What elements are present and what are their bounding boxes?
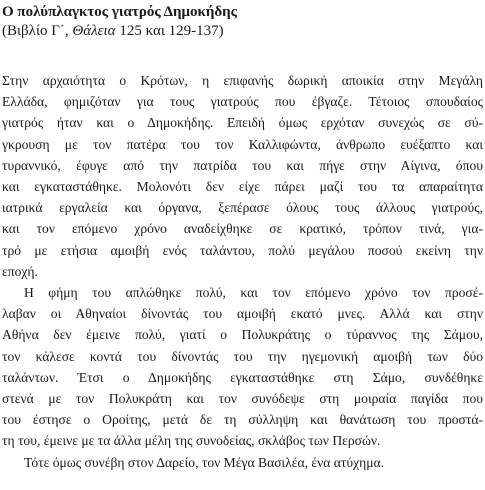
text-line: τρό με ετήσια αμοιβή ενός ταλάντου, πολύ μεγάλου ποσού εκείνη την xyxy=(2,242,483,258)
text-line: και τον επόμενο χρόνο αναδείχθηκε σε κρατικό, τρόπον τινά, για- xyxy=(2,221,483,237)
text-line: λαβαν οι Αθηναίοι δίνοντάς του αμοιβή εκατό μνες. Αλλά και στην xyxy=(2,306,483,322)
source-reference xyxy=(2,22,483,41)
text-line: του έστησε ο Οροίτης, μετά δε τη σύλληψη και θανάτωση του προστά- xyxy=(2,412,483,428)
text-line: Η φήμη του απλώθηκε πολύ, και τον επόμενο χρόνο τον προσέ- xyxy=(24,285,483,301)
text-line: ταλάντων. Έτσι ο Δημοκήδης εγκαταστάθηκε στη Σάμο, συνδέθηκε xyxy=(2,369,483,385)
text-line: Ελλάδα, φημιζόταν για τους γιατρούς που έβγαζε. Τέτοιος σπουδαίος xyxy=(2,94,483,110)
text-line: γκρουση με τον πατέρα του τον Καλλιφώντα, άνθρωπο ευέξαπτο και xyxy=(2,136,483,152)
document-title: Ο πολύπλαγκτος γιατρός Δημοκήδης xyxy=(2,4,238,20)
text-line: τυραννικό, έφυγε από την πατρίδα του και πήγε στην Αίγινα, όπου xyxy=(2,157,483,173)
text-line: γιατρός ήταν και ο Δημοκήδης. Επειδή όμως ερχόταν συνεχώς σε σύ- xyxy=(2,115,483,131)
paragraph-3 xyxy=(2,452,483,473)
text-line: Αθήνα δεν έμεινε πολύ, γιατί ο Πολυκράτης ο τύραννος της Σάμου, xyxy=(2,327,483,343)
text-line: στενά με τον Πολυκράτη και τον συνόδεψε στη μοιραία παγίδα που xyxy=(2,391,483,407)
paragraph-2 xyxy=(2,282,483,452)
text-line: ιατρικά εργαλεία και όργανα, ξεπέρασε όλους τους άλλους γιατρούς, xyxy=(2,200,483,216)
source-prefix: (Βιβλίο Γ΄, xyxy=(2,23,73,39)
text-line: τη του, έμεινε με τα άλλα μέλη της συνοδείας, σκλάβος των Περσών. xyxy=(2,433,381,449)
text-line: Τότε όμως συνέβη στον Δαρείο, τον Μέγα Βασιλέα, ένα ατύχημα. xyxy=(24,454,385,470)
text-line: Στην αρχαιότητα ο Κρότων, η επιφανής δωρική αποικία στην Μεγάλη xyxy=(2,73,483,88)
source-book-name: Θάλεια xyxy=(72,23,116,39)
paragraph-1 xyxy=(2,70,483,282)
text-line: και εγκαταστάθηκε. Μολονότι δεν είχε πάρει μαζί του τα απαραίτητα xyxy=(2,179,483,195)
text-line: εποχή. xyxy=(2,263,38,279)
source-suffix: 125 και 129-137) xyxy=(115,23,224,39)
text-line: τον κάλεσε κοντά του δίνοντάς του την ηγεμονική αμοιβή των δύο xyxy=(2,348,483,364)
